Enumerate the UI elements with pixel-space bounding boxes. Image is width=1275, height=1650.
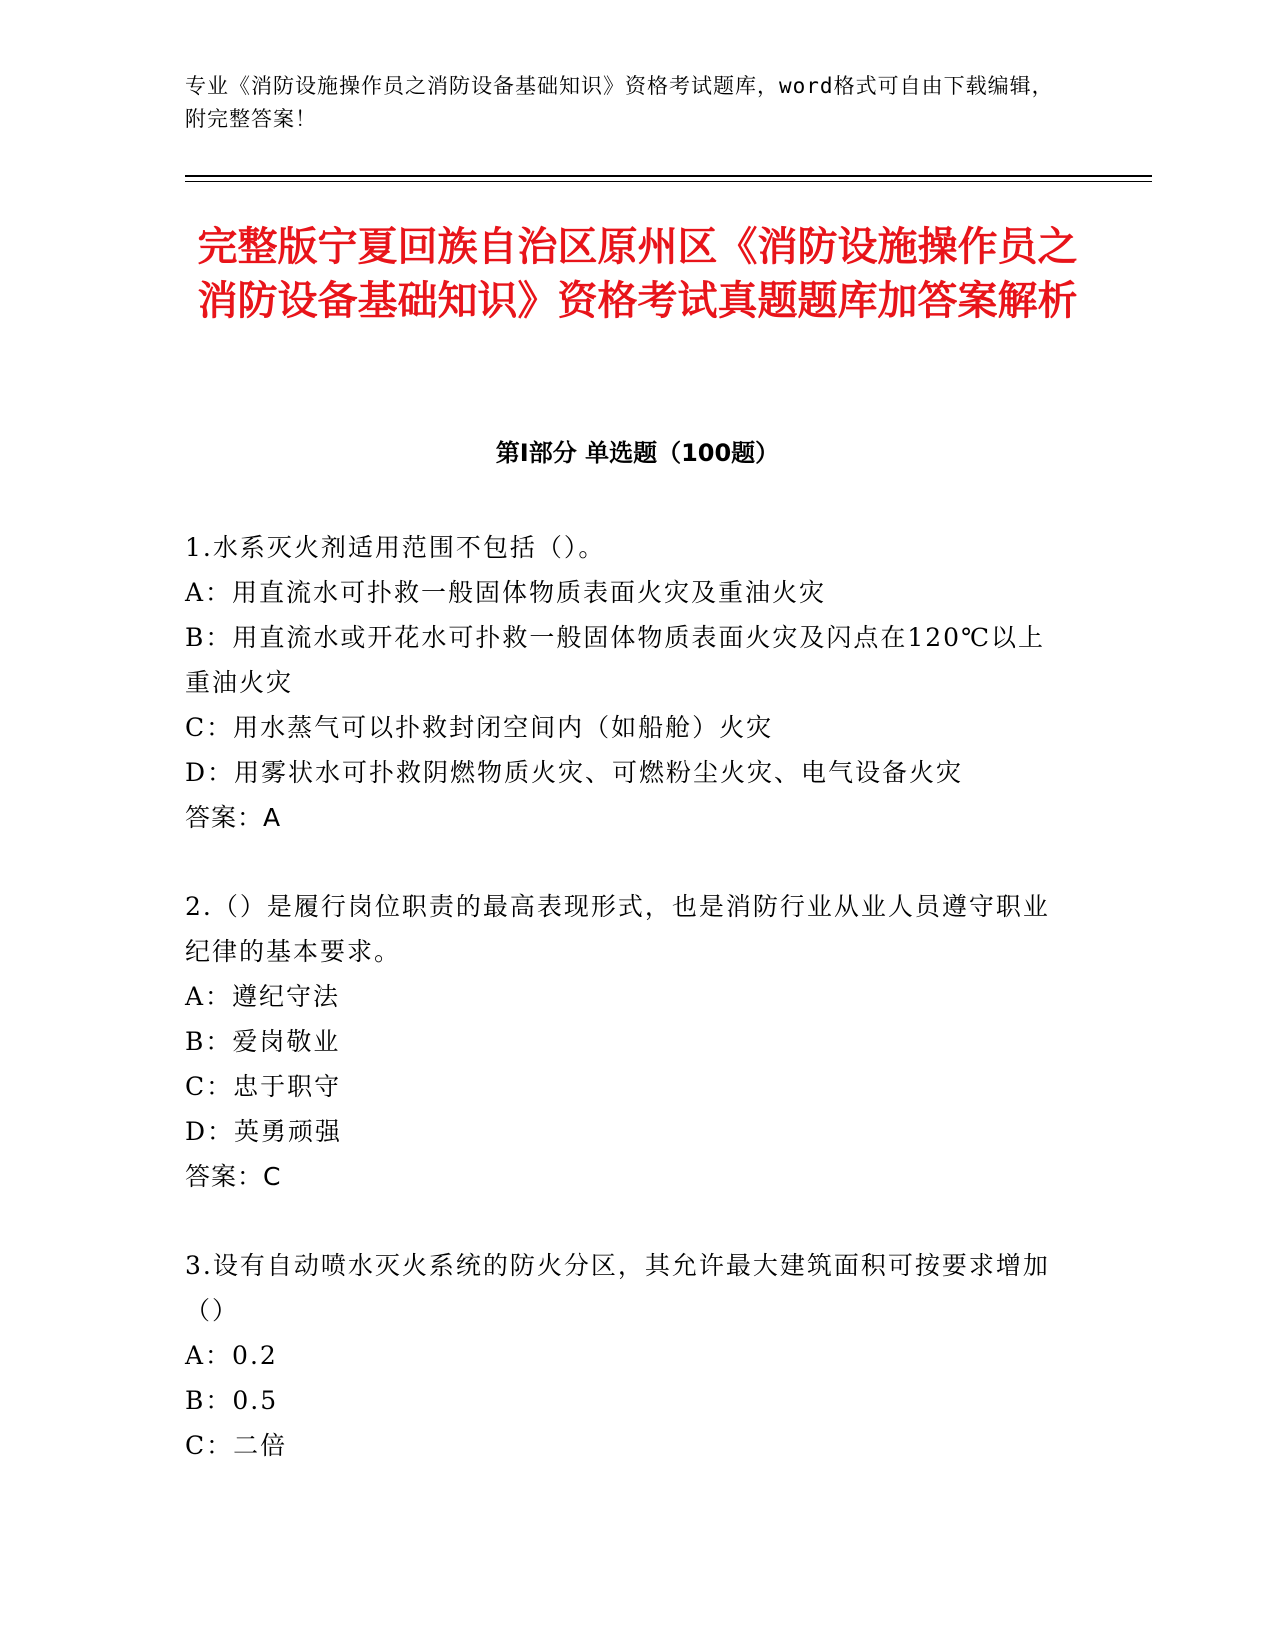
option-c: C：忠于职守 [185, 1072, 342, 1101]
question-stem: 3.设有自动喷水灭火系统的防火分区，其允许最大建筑面积可按要求增加（） [185, 1251, 1050, 1325]
section-title: 第Ⅰ部分 单选题（100题） [495, 439, 780, 467]
header-divider-thick [185, 175, 1152, 177]
option-b: B：0.5 [185, 1386, 279, 1415]
question-list [185, 525, 1065, 1512]
option-d: D：用雾状水可扑救阴燃物质火灾、可燃粉尘火灾、电气设备火灾 [185, 758, 964, 787]
question-stem: 2.（）是履行岗位职责的最高表现形式，也是消防行业从业人员遵守职业纪律的基本要求。 [185, 892, 1050, 966]
option-a: A：遵纪守法 [185, 982, 341, 1011]
header-note: 专业《消防设施操作员之消防设备基础知识》资格考试题库，word格式可自由下载编辑，附完整答案！ [185, 74, 1054, 131]
answer: 答案：C [185, 1162, 282, 1191]
question-2 [185, 884, 1065, 1199]
question-stem: 1.水系灭火剂适用范围不包括（）。 [185, 533, 606, 562]
header-divider-thin [185, 181, 1152, 182]
question-1 [185, 525, 1065, 840]
option-c: C：用水蒸气可以扑救封闭空间内（如船舱）火灾 [185, 713, 774, 742]
option-d: D：英勇顽强 [185, 1117, 343, 1146]
question-3 [185, 1243, 1065, 1468]
option-b: B：用直流水或开花水可扑救一般固体物质表面火灾及闪点在120℃以上重油火灾 [185, 623, 1046, 697]
option-b: B：爱岗敬业 [185, 1027, 341, 1056]
document-title: 完整版宁夏回族自治区原州区《消防设施操作员之消防设备基础知识》资格考试真题题库加答案解析 [197, 224, 1078, 324]
option-a: A：0.2 [185, 1341, 278, 1370]
option-c: C：二倍 [185, 1431, 288, 1460]
answer: 答案：A [185, 803, 282, 832]
option-a: A：用直流水可扑救一般固体物质表面火灾及重油火灾 [185, 578, 827, 607]
